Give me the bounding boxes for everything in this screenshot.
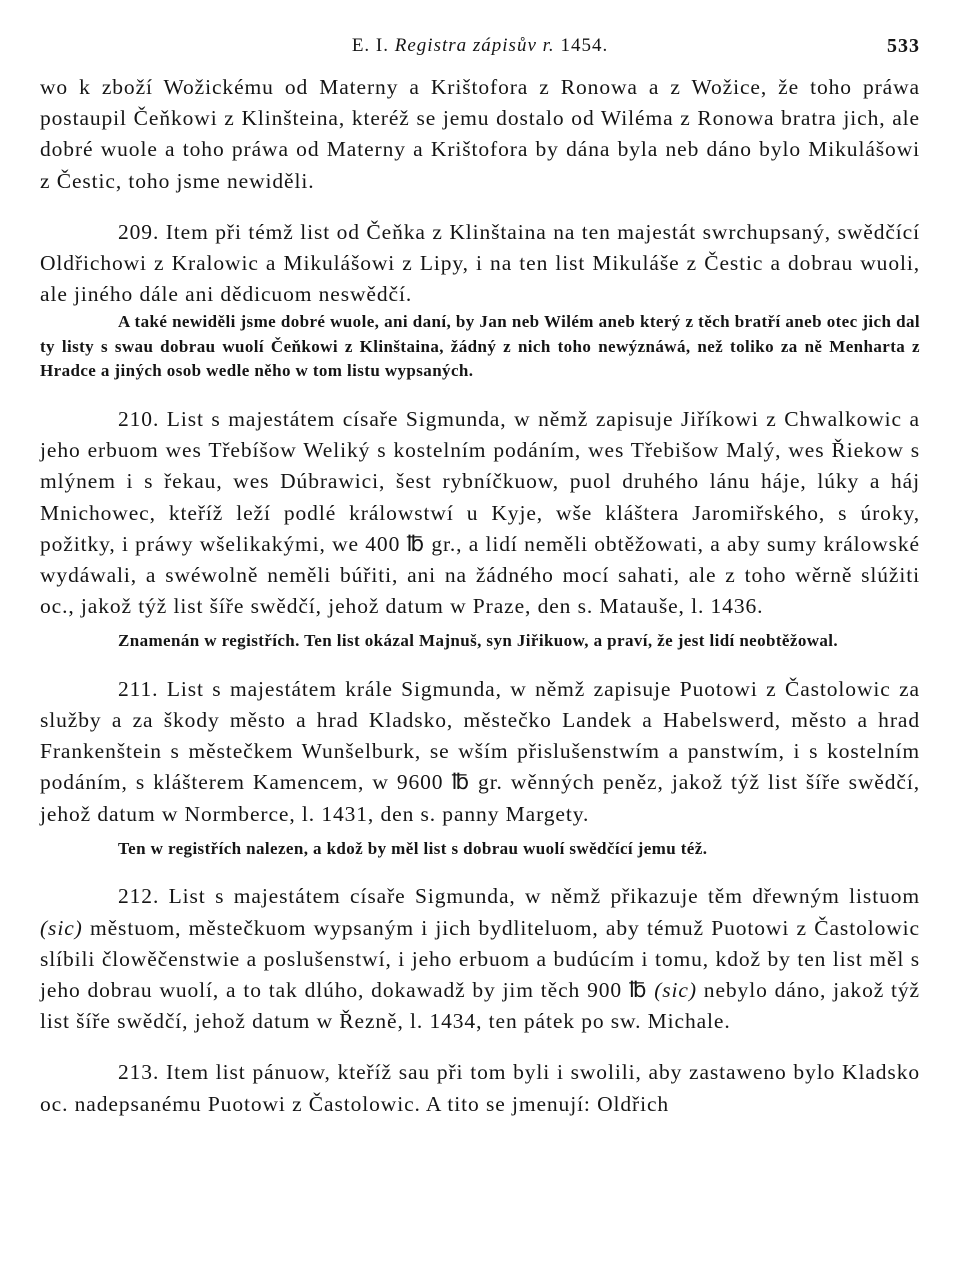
paragraph-continuation: wo k zboží Wožickému od Materny a Krištofora z Ronowa a z Wožice, že toho práwa postaupil Čeňkowi z Klinšteina, kteréž se jemu dostalo od Wiléma z Ronowa bratra jich, ale dobré wuole a toho práwa od Materny a Krištofora by dána byla neb dáno bylo Mikulášowi z Čestic, toho jsme newiděli. [40, 75, 920, 193]
header-prefix: E. I. [351, 35, 395, 56]
entry-212-part-1: 212. List s majestátem císaře Sigmunda, w němž přikazuje těm dřewným listuom [118, 884, 920, 909]
entry-212-part-2: městuom, městečkuom wypsaným i jich bydliteluom, aby témuž Puotowi z Častolowic slíbili člowěčenstwie a poslušenstwí, i jeho erbuom a budúcím i tomu, kdož by ten list měl s jeho dobrau wuolí, a to tak dlúho, dokawadž by jim těch 900 ℔ [40, 915, 920, 1002]
sic-mark: (sic) [40, 915, 83, 940]
entry-211: 211. List s majestátem krále Sigmunda, w němž zapisuje Puotowi z Častolowic za služby a za škody město a hrad Kladsko, městečko Landek a Habelswerd, město a hrad Frankenštein s městečkem Wunšelburk, se wším přislušenstwím a panstwím, i s kostelním podáním, s klášterem Kamencem, w 9600 ℔ gr. wěnných peněz, jakož týž list šíře swědčí, jehož datum w Normberce, l. 1431, den s. panny Margety. [40, 676, 920, 826]
entry-213: 213. Item list pánuow, kteříž sau při tom byli i swolili, aby zastaweno bylo Kladsko oc. nadepsanému Puotowi z Častolowic. A tito se jmenují: Oldřich [40, 1060, 920, 1116]
note-209: A také newiděli jsme dobré wuole, ani daní, by Jan neb Wilém aneb který z těch bratří aneb otec jich dal ty listy s swau dobrau wuolí Čeňkowi z Klinštaina, žádný z nich toho newýznáwá, než toliko za ně Menharta z Hradce a jiných osob wedle něho w tom listu wypsaných. [40, 312, 920, 381]
header-title-italic: Registra zápisův r. [394, 35, 555, 56]
document-page [40, 34, 920, 1120]
entry-212 [40, 881, 920, 1037]
header-year: 1454. [554, 35, 609, 56]
header-title [40, 34, 920, 58]
entry-210: 210. List s majestátem císaře Sigmunda, w němž zapisuje Jiříkowi z Chwalkowic a jeho erbuom wes Třebíšow Weliký s kostelním podáním, wes Třebišow Malý, wes Řiekow s mlýnem i s řekau, wes Dúbrawici, šest rybníčkuow, puol druhého lánu háje, lúky a háj Mnichowec, kteříž leží podlé králowstwí u Kyje, wše kláštera Jaromiřského, s úroky, požitky, i práwy wšelikakými, we 400 ℔ gr., a lidí neměli obtěžowati, a aby sumy králowské wydáwali, a swéwolně neměli búřiti, ani na žádného mocí sahati, ale z toho wěrně slúžiti oc., jakož týž list šíře swědčí, jehož datum w Praze, den s. Matauše, l. 1436. [40, 406, 920, 619]
entry-212-part-3: nebylo dáno, jakož týž list šíře swědčí, jehož datum w Řezně, l. 1434, ten pátek po sw. Michale. [40, 977, 920, 1034]
note-211: Ten w registřích nalezen, a kdož by měl list s dobrau wuolí swědčící jemu též. [118, 838, 708, 858]
note-210: Znamenán w registřích. Ten list okázal Majnuš, syn Jiřikuow, a praví, že jest lidí neobtěžowal. [118, 631, 839, 651]
page-number: 533 [887, 35, 920, 57]
entry-209: 209. Item při témž list od Čeňka z Klinštaina na ten majestát swrchupsaný, swědčící Oldřichowi z Kralowic a Mikulášowi z Lipy, i na ten list Mikuláše z Čestic a dobrau wuoli, ale jiného dále ani dědicuom neswědčí. [40, 219, 920, 307]
sic-mark: (sic) [654, 977, 697, 1002]
running-header [40, 34, 920, 72]
